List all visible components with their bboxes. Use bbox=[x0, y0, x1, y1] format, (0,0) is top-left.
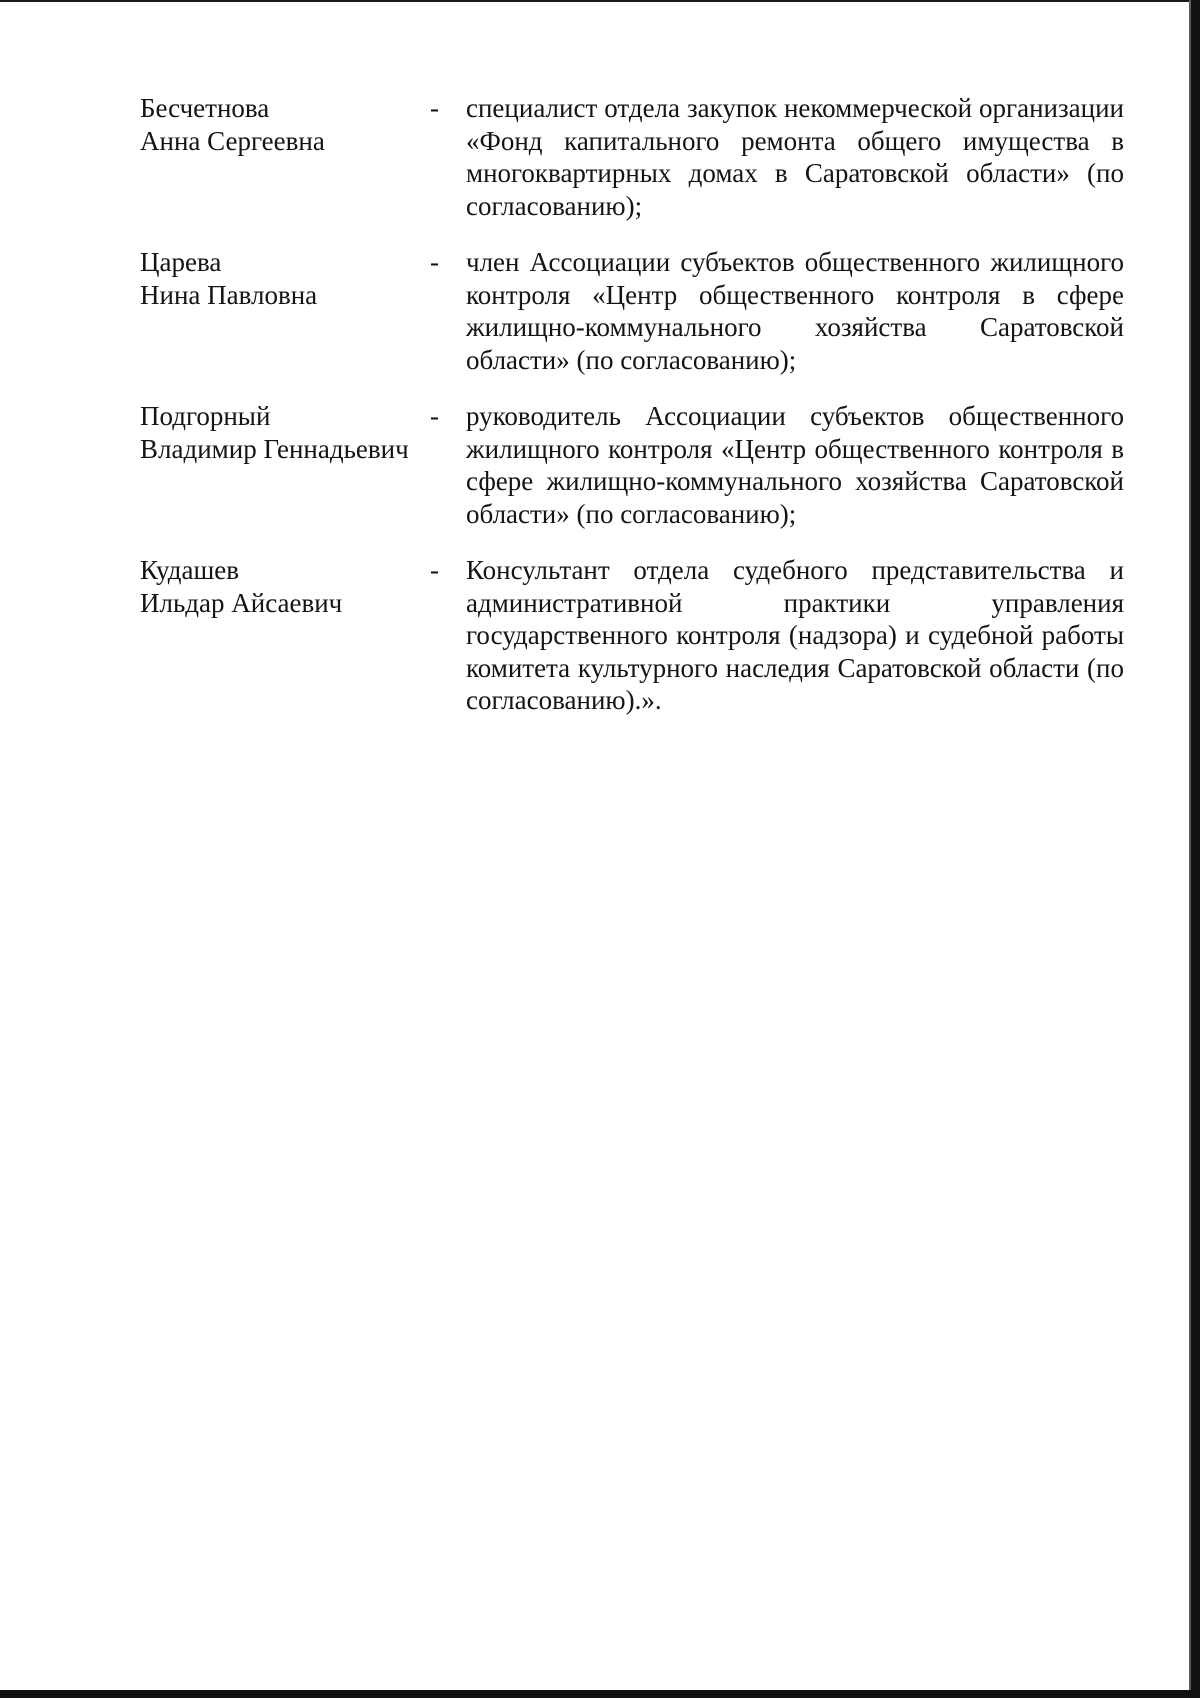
member-description: член Ассоциации субъектов общественного жилищного контроля «Центр общественного контроля в сфере жилищно-коммунального хозяйства Саратовской области» (по согласованию); bbox=[466, 247, 1124, 375]
member-dash: - bbox=[430, 93, 439, 123]
member-dash: - bbox=[430, 555, 439, 585]
member-surname: Подгорный bbox=[140, 401, 271, 431]
member-name bbox=[140, 92, 430, 157]
member-name bbox=[140, 554, 430, 619]
member-surname: Бесчетнова bbox=[140, 93, 270, 123]
member-surname: Царева bbox=[140, 247, 222, 277]
member-list bbox=[140, 92, 1135, 741]
member-name bbox=[140, 246, 430, 311]
member-entry bbox=[140, 92, 1135, 222]
member-dash: - bbox=[430, 401, 439, 431]
member-description: руководитель Ассоциации субъектов общественного жилищного контроля «Центр общественного контроля в сфере жилищно-коммунального хозяйства Саратовской области» (по согласованию); bbox=[466, 401, 1124, 529]
scan-edge-right bbox=[1191, 0, 1200, 1698]
member-entry bbox=[140, 554, 1135, 717]
member-given-names: Владимир Геннадьевич bbox=[140, 433, 409, 464]
member-entry bbox=[140, 400, 1135, 530]
member-description: специалист отдела закупок некоммерческой организации «Фонд капитального ремонта общего имущества в многоквартирных домах в Саратовской области» (по согласованию); bbox=[466, 93, 1124, 221]
member-given-names: Нина Павловна bbox=[140, 279, 318, 310]
member-dash: - bbox=[430, 247, 439, 277]
scan-edge-bottom bbox=[0, 1690, 1200, 1698]
member-given-names: Ильдар Айсаевич bbox=[140, 587, 343, 618]
member-name bbox=[140, 400, 430, 465]
member-surname: Кудашев bbox=[140, 555, 240, 585]
scan-edge-top bbox=[0, 0, 1200, 2]
member-given-names: Анна Сергеевна bbox=[140, 125, 325, 156]
member-description: Консультант отдела судебного представительства и административной практики управления государственного контроля (надзора) и судебной работы комитета культурного наследия Саратовской области (по согласованию).». bbox=[466, 555, 1124, 715]
member-entry bbox=[140, 246, 1135, 376]
